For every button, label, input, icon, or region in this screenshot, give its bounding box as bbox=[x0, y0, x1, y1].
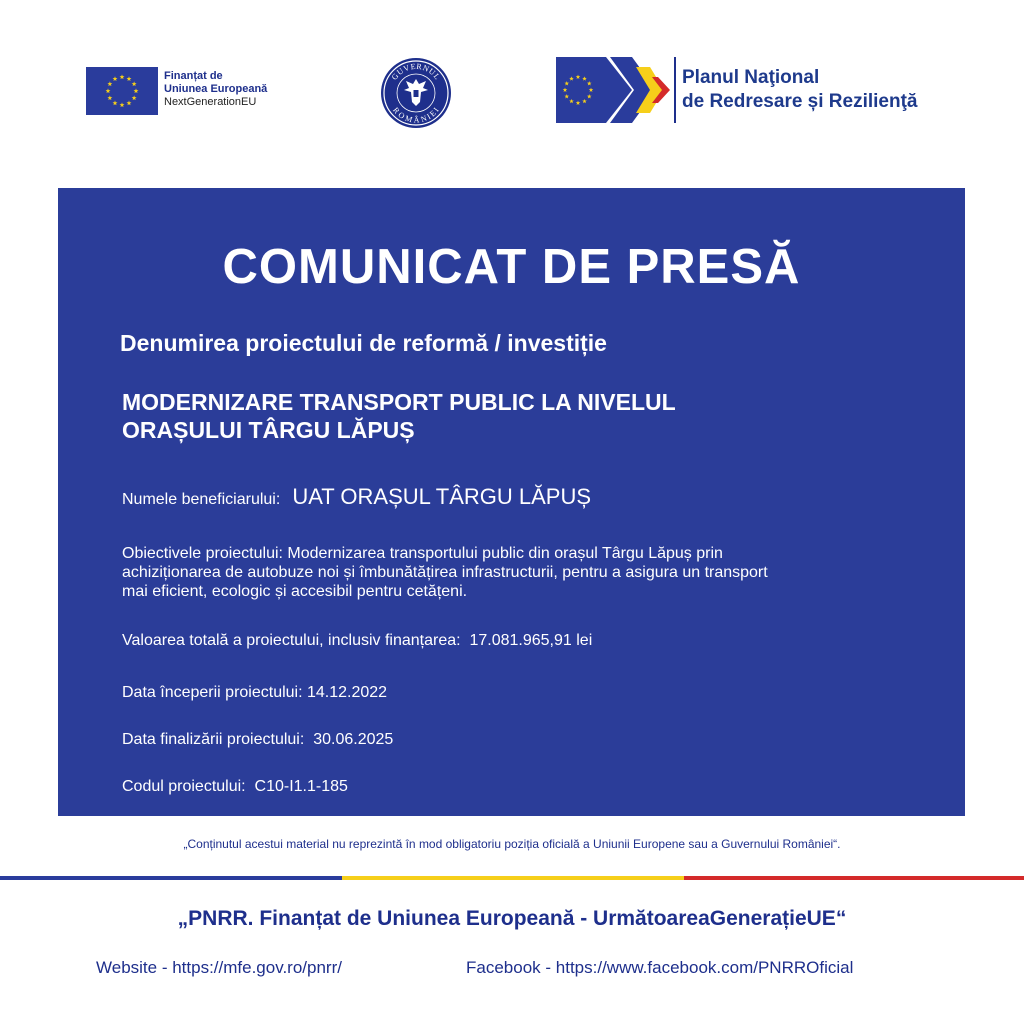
government-seal-icon bbox=[380, 57, 452, 129]
objectives-line2: achiziționarea de autobuze noi și îmbunătățirea infrastructurii, pentru a asigura un transport bbox=[122, 564, 768, 581]
eu-line1: Finanțat de bbox=[164, 70, 223, 82]
pnrr-line2: de Redresare și Rezilienţă bbox=[682, 91, 918, 112]
start-date: 14.12.2022 bbox=[307, 684, 388, 701]
pnrr-flag-icon bbox=[556, 57, 672, 123]
eu-line2: Uniunea Europeană bbox=[164, 83, 268, 95]
objectives-line1: Obiectivele proiectului: Modernizarea transportului public din orașul Târgu Lăpuș prin bbox=[122, 545, 723, 562]
star-icon bbox=[134, 88, 139, 93]
project-name-line2: ORAȘULUI TÂRGU LĂPUȘ bbox=[122, 417, 415, 443]
seal-bottom-text: ROMÂNIEI bbox=[391, 105, 442, 125]
objectives-text bbox=[122, 544, 962, 601]
star-icon bbox=[132, 81, 137, 86]
facebook-link[interactable]: Facebook - https://www.facebook.com/PNRROficial bbox=[466, 958, 854, 977]
end-date: 30.06.2025 bbox=[313, 731, 394, 748]
project-name-line1: MODERNIZARE TRANSPORT PUBLIC LA NIVELUL bbox=[122, 389, 676, 415]
eu-line3: NextGenerationEU bbox=[164, 96, 257, 108]
project-name bbox=[122, 388, 922, 444]
pnrr-line1: Planul Naţional bbox=[682, 67, 820, 88]
footer-slogan: „PNRR. Finanțat de Uniunea Europeană - UrmătoareaGenerațieUE“ bbox=[177, 907, 847, 930]
press-release-title: COMUNICAT DE PRESĂ bbox=[222, 240, 801, 294]
beneficiary-value: UAT ORAȘUL TÂRGU LĂPUȘ bbox=[292, 484, 592, 509]
project-code: C10-I1.1-185 bbox=[254, 778, 348, 795]
pnrr-divider bbox=[674, 57, 676, 123]
total-value: 17.081.965,91 lei bbox=[469, 632, 593, 649]
start-date-row bbox=[122, 683, 387, 702]
eu-flag-icon bbox=[86, 67, 158, 115]
project-code-label: Codul proiectului: bbox=[122, 778, 246, 795]
beneficiary-label: Numele beneficiarului: bbox=[122, 491, 281, 508]
end-date-label: Data finalizării proiectului: bbox=[122, 731, 305, 748]
star-icon bbox=[127, 101, 132, 106]
project-code-row bbox=[122, 777, 348, 796]
press-release-panel bbox=[58, 188, 965, 816]
total-value-label: Valoarea totală a proiectului, inclusiv finanțarea: bbox=[122, 632, 461, 649]
start-date-label: Data începerii proiectului: bbox=[122, 684, 303, 701]
total-value-row bbox=[122, 631, 592, 650]
star-icon bbox=[107, 81, 112, 86]
star-icon bbox=[113, 101, 118, 106]
disclaimer-text: „Conținutul acestui material nu reprezintă în mod obligatoriu poziția oficială a Uniunii Europene sau a Guvernului României“. bbox=[183, 837, 841, 851]
end-date-row bbox=[122, 730, 393, 749]
star-icon bbox=[120, 102, 125, 107]
pnrr-label bbox=[682, 66, 918, 114]
eu-funding-label bbox=[164, 70, 267, 109]
tricolor-yellow bbox=[342, 876, 684, 880]
star-icon bbox=[106, 88, 111, 93]
tricolor-blue bbox=[0, 876, 342, 880]
star-icon bbox=[120, 74, 125, 79]
objectives-line3: mai eficient, ecologic și accesibil pentru cetățeni. bbox=[122, 583, 468, 600]
star-icon bbox=[113, 76, 118, 81]
project-subtitle: Denumirea proiectului de reformă / investiție bbox=[120, 330, 607, 356]
star-icon bbox=[107, 95, 112, 100]
eu-stars-icon bbox=[86, 67, 158, 115]
beneficiary-row bbox=[122, 484, 592, 509]
website-link[interactable]: Website - https://mfe.gov.ro/pnrr/ bbox=[96, 958, 342, 977]
seal-top-text: GUVERNUL bbox=[389, 61, 443, 82]
star-icon bbox=[127, 76, 132, 81]
tricolor-red bbox=[684, 876, 1024, 880]
star-icon bbox=[132, 95, 137, 100]
